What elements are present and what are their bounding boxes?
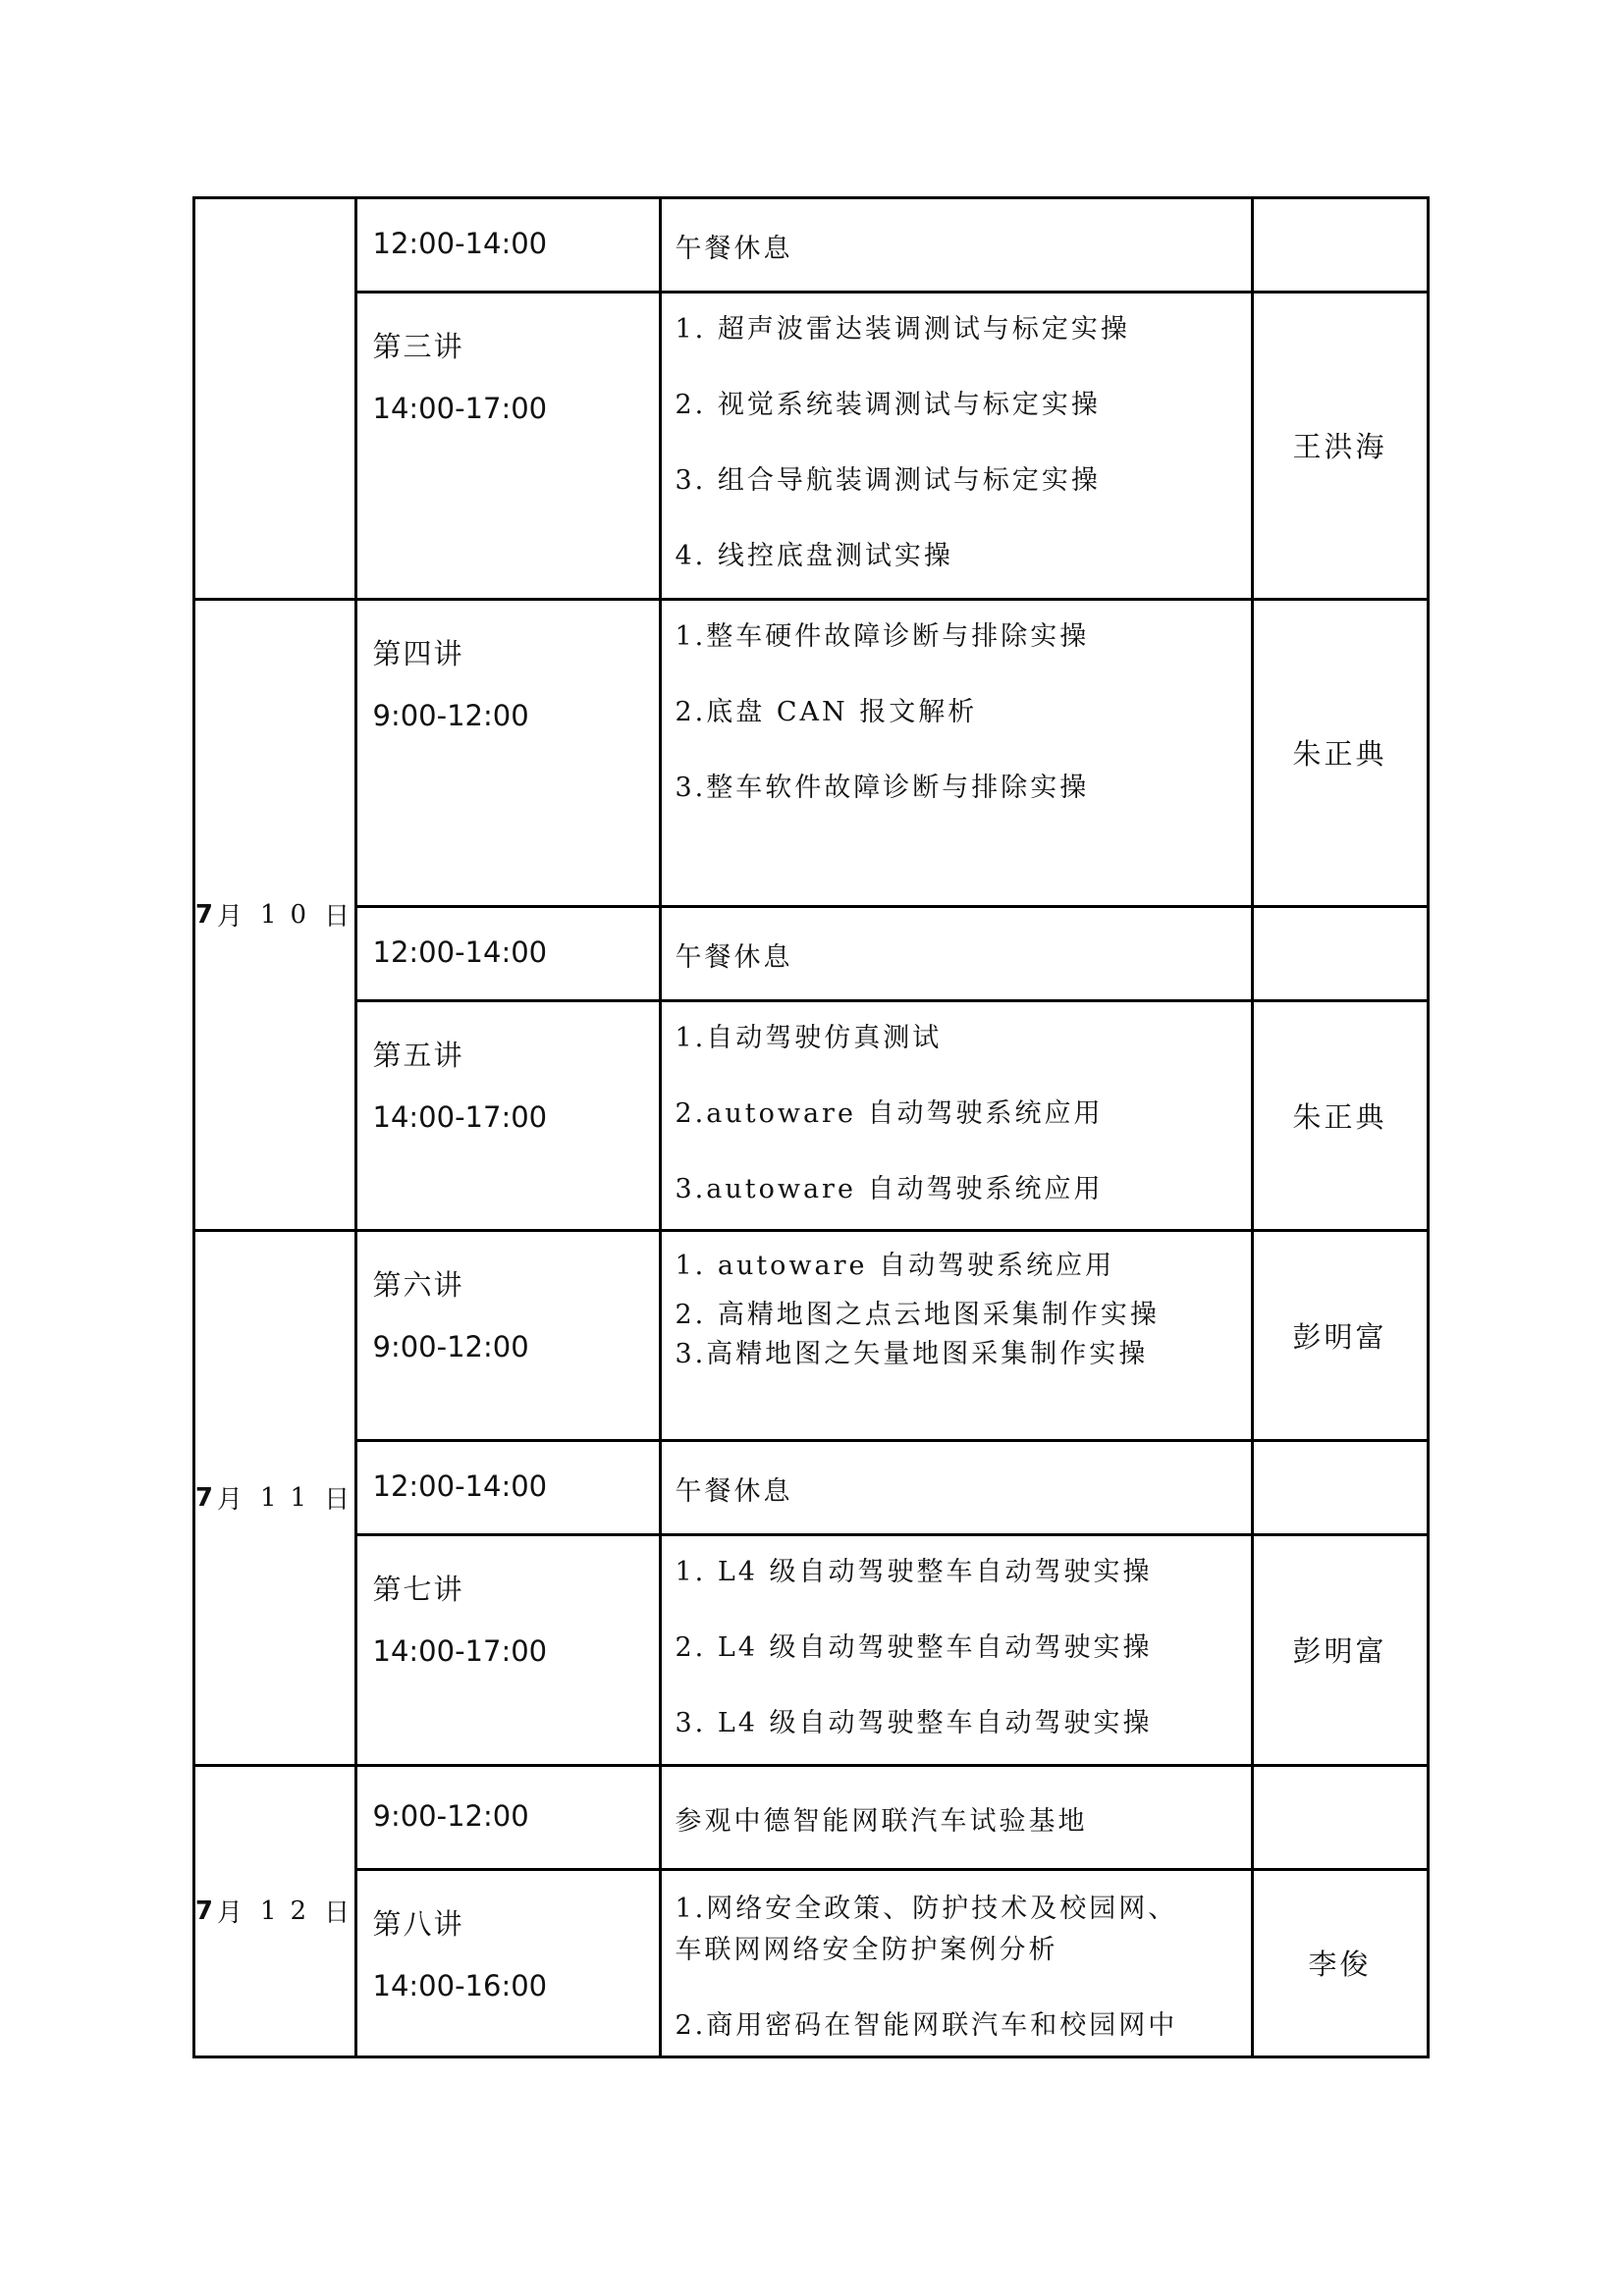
content-item: 1.网络安全政策、防护技术及校园网、: [675, 1893, 1178, 1924]
session-time-cell: [354, 196, 662, 294]
session-time: 12:00-14:00: [372, 226, 548, 260]
session-time: 14:00-17:00: [372, 1099, 548, 1134]
content-item: 3. L4 级自动驾驶整车自动驾驶实操: [675, 1707, 1153, 1738]
content-item: 3. 组合导航装调测试与标定实操: [675, 464, 1101, 496]
session-time: 12:00-14:00: [372, 1468, 548, 1503]
session-time-cell: [354, 1229, 662, 1442]
date-day-number: 12: [260, 1896, 321, 1926]
instructor-cell: [1251, 905, 1430, 1002]
session-time-cell: [354, 999, 662, 1232]
content-item: 1.整车硬件故障诊断与排除实操: [675, 620, 1090, 652]
content-item: 1. autoware 自动驾驶系统应用: [675, 1250, 1115, 1281]
instructor-cell: [1251, 1229, 1430, 1442]
session-content-cell: [659, 196, 1254, 294]
session-content-cell: [659, 1764, 1254, 1871]
content-item: 1. 超声波雷达装调测试与标定实操: [675, 313, 1130, 345]
lecture-number: 第六讲: [372, 1267, 464, 1302]
content-item: 1.自动驾驶仿真测试: [675, 1022, 943, 1053]
date-day-char: 日: [324, 1898, 354, 1928]
session-time-cell: [354, 1533, 662, 1767]
session-content-cell: [659, 291, 1254, 601]
session-time-cell: [354, 1868, 662, 2058]
instructor-name: 朱正典: [1292, 1099, 1387, 1134]
session-content-cell: [659, 598, 1254, 908]
instructor-cell: [1251, 196, 1430, 294]
date-cell: [192, 1229, 357, 1767]
content-item: 午餐休息: [675, 941, 793, 973]
session-time-cell: [354, 291, 662, 601]
session-content-cell: [659, 1868, 1254, 2058]
date-month-char: 月: [216, 1485, 246, 1515]
instructor-cell: [1251, 1868, 1430, 2058]
date-month-number: 7: [194, 1896, 217, 1926]
instructor-cell: [1251, 1439, 1430, 1536]
instructor-name: 朱正典: [1292, 737, 1387, 771]
content-item: 车联网网络安全防护案例分析: [675, 1934, 1058, 1965]
session-time: 9:00-12:00: [372, 1329, 529, 1363]
session-content-cell: [659, 1229, 1254, 1442]
session-time-cell: [354, 1439, 662, 1536]
session-time: 9:00-12:00: [372, 698, 529, 732]
date-month-number: 7: [194, 899, 217, 930]
date-day-char: 日: [324, 902, 354, 932]
instructor-name: 王洪海: [1292, 430, 1387, 463]
session-time-cell: [354, 598, 662, 908]
instructor-cell: [1251, 598, 1430, 908]
date-cell: [192, 196, 357, 601]
content-item: 3.高精地图之矢量地图采集制作实操: [675, 1338, 1149, 1369]
session-content-cell: [659, 1533, 1254, 1767]
instructor-cell: [1251, 1764, 1430, 1871]
lecture-number: 第七讲: [372, 1572, 464, 1606]
session-time: 14:00-17:00: [372, 1633, 548, 1668]
session-time: 9:00-12:00: [372, 1798, 529, 1833]
session-time-cell: [354, 1764, 662, 1871]
session-time-cell: [354, 905, 662, 1002]
date-month-char: 月: [216, 902, 246, 932]
content-item: 2.autoware 自动驾驶系统应用: [675, 1097, 1104, 1129]
lecture-number: 第八讲: [372, 1906, 464, 1941]
lecture-number: 第三讲: [372, 329, 464, 363]
content-item: 2. L4 级自动驾驶整车自动驾驶实操: [675, 1631, 1153, 1663]
content-item: 4. 线控底盘测试实操: [675, 540, 953, 571]
content-item: 午餐休息: [675, 233, 793, 264]
content-item: 2. 高精地图之点云地图采集制作实操: [675, 1299, 1160, 1330]
content-item: 2. 视觉系统装调测试与标定实操: [675, 389, 1101, 420]
content-item: 2.商用密码在智能网联汽车和校园网中: [675, 2009, 1178, 2041]
instructor-cell: [1251, 1533, 1430, 1767]
instructor-name: 彭明富: [1292, 1319, 1387, 1354]
content-item: 3.整车软件故障诊断与排除实操: [675, 772, 1090, 803]
content-item: 3.autoware 自动驾驶系统应用: [675, 1173, 1104, 1204]
session-time: 14:00-17:00: [372, 391, 548, 425]
content-item: 1. L4 级自动驾驶整车自动驾驶实操: [675, 1556, 1153, 1587]
date-month-number: 7: [194, 1482, 217, 1513]
date-day-number: 11: [260, 1482, 321, 1513]
session-content-cell: [659, 905, 1254, 1002]
date-month-char: 月: [216, 1898, 246, 1928]
instructor-cell: [1251, 999, 1430, 1232]
date-cell: [192, 1764, 357, 2058]
session-content-cell: [659, 1439, 1254, 1536]
date-cell: [192, 598, 357, 1232]
session-time: 12:00-14:00: [372, 934, 548, 969]
content-item: 参观中德智能网联汽车试验基地: [675, 1805, 1088, 1837]
instructor-cell: [1251, 291, 1430, 601]
instructor-name: 彭明富: [1292, 1634, 1387, 1668]
lecture-number: 第五讲: [372, 1038, 464, 1072]
session-time: 14:00-16:00: [372, 1968, 548, 2002]
content-item: 午餐休息: [675, 1475, 793, 1507]
date-day-number: 10: [260, 899, 321, 930]
session-content-cell: [659, 999, 1254, 1232]
lecture-number: 第四讲: [372, 636, 464, 670]
date-day-char: 日: [324, 1485, 354, 1515]
instructor-name: 李俊: [1308, 1948, 1372, 1981]
content-item: 2.底盘 CAN 报文解析: [675, 696, 978, 727]
